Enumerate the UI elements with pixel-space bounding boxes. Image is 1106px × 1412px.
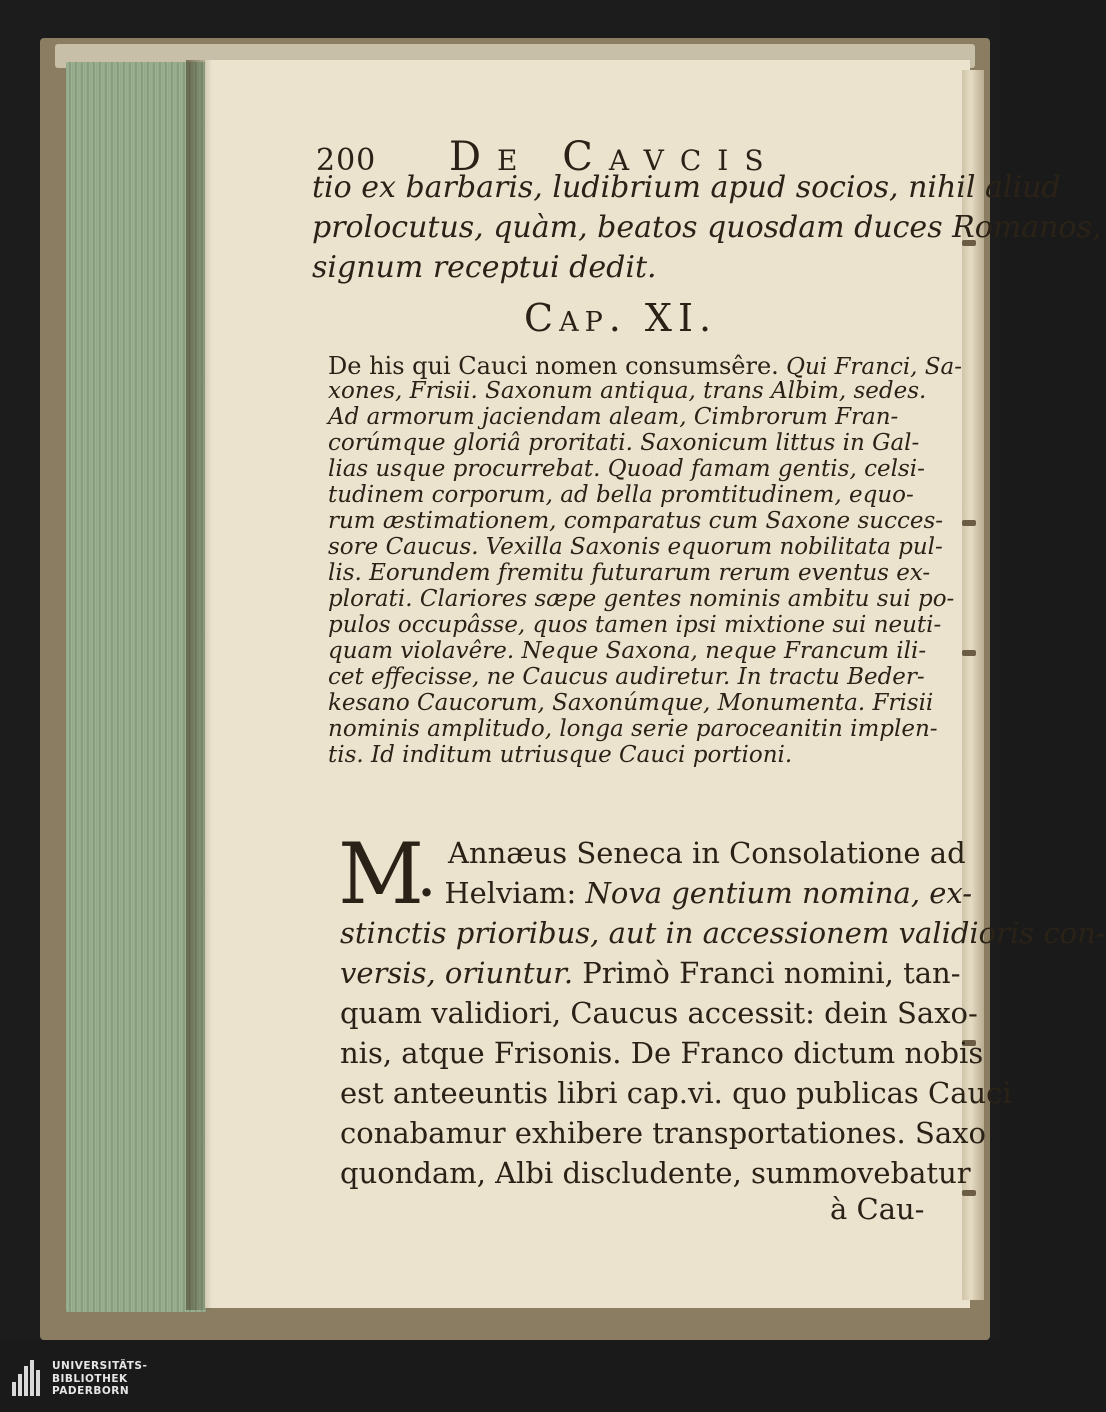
library-logo-text: UNIVERSITÄTS- BIBLIOTHEK PADERBORN	[52, 1360, 148, 1397]
summary-line: lias usque procurrebat. Quoad famam gentis, celsi-	[328, 456, 925, 482]
summary-line: lis. Eorundem fremitu futurarum rerum eventus ex-	[328, 560, 931, 586]
continuation-line: prolocutus, quàm, beatos quosdam duces Romanos,	[312, 210, 1102, 245]
body-line: nis, atque Frisonis. De Franco dictum nobis	[340, 1036, 984, 1070]
body-line: stinctis prioribus, aut in accessionem validioris con-	[340, 916, 1106, 950]
body-line: • Helviam: Nova gentium nomina, ex-	[418, 876, 973, 910]
summary-line: De his qui Cauci nomen consumsêre. Qui Franci, Sa-	[328, 352, 963, 380]
continuation-line: signum receptui dedit.	[312, 250, 657, 285]
drop-cap-initial: M	[338, 825, 425, 923]
binding-stitch	[962, 650, 976, 656]
summary-line: kesano Caucorum, Saxonúmque, Monumenta. Frisii	[328, 690, 934, 716]
binding-stitch	[962, 1190, 976, 1196]
library-logo-icon	[12, 1360, 46, 1396]
body-line: versis, oriuntur. Primò Franci nomini, tan-	[340, 956, 961, 990]
body-line: Annæus Seneca in Consolatione ad	[448, 836, 966, 870]
summary-line: nominis amplitudo, longa serie paroceanitin implen-	[328, 716, 938, 742]
summary-line: sore Caucus. Vexilla Saxonis equorum nobilitata pul-	[328, 534, 943, 560]
gutter-shadow	[186, 60, 212, 1310]
summary-line: cet effecisse, ne Caucus audiretur. In tractu Beder-	[328, 664, 925, 690]
chapter-heading: Cap. XI.	[524, 296, 718, 340]
summary-line: xones, Frisii. Saxonum antiqua, trans Albim, sedes.	[328, 378, 927, 404]
summary-line: tis. Id inditum utriusque Cauci portioni.	[328, 742, 793, 768]
binding-stitch	[962, 520, 976, 526]
summary-line: plorati. Clariores sæpe gentes nominis ambitu sui po-	[328, 586, 955, 612]
body-line: quondam, Albi discludente, summovebatur	[340, 1156, 971, 1190]
summary-line: pulos occupâsse, quos tamen ipsi mixtione sui neuti-	[328, 612, 942, 638]
body-line: quam validiori, Caucus accessit: dein Saxo-	[340, 996, 978, 1030]
page-edges-stack	[66, 62, 206, 1312]
summary-line: corúmque gloriâ proritati. Saxonicum littus in Gal-	[328, 430, 920, 456]
body-line: conabamur exhibere transportationes. Saxo	[340, 1116, 986, 1150]
running-title: De Cavcis	[448, 134, 780, 180]
summary-line: quam violavêre. Neque Saxona, neque Francum ili-	[328, 638, 927, 664]
summary-line: Ad armorum jaciendam aleam, Cimbrorum Fran-	[328, 404, 899, 430]
page-number: 200	[316, 143, 377, 178]
summary-line: tudinem corporum, ad bella promtitudinem, equo-	[328, 482, 914, 508]
body-line: est anteeuntis libri cap.vi. quo publicas Cauci	[340, 1076, 1012, 1110]
continuation-line: tio ex barbaris, ludibrium apud socios, nihil aliud	[312, 170, 1061, 205]
catchword: à Cau-	[830, 1192, 925, 1226]
summary-line: rum æstimationem, comparatus cum Saxone succes-	[328, 508, 944, 534]
